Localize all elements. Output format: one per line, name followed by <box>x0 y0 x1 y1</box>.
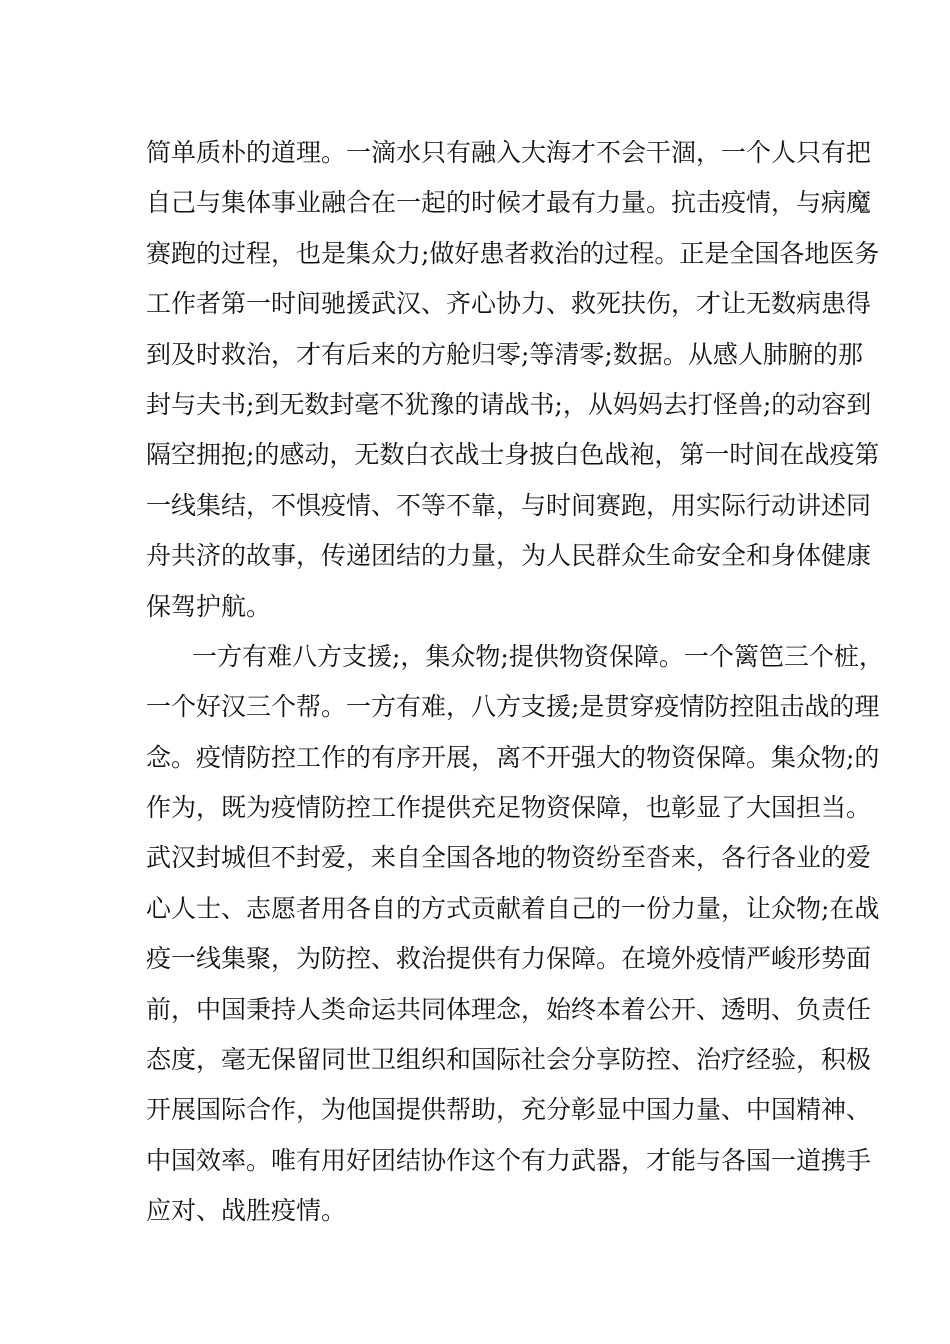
text-line: 到及时救治，才有后来的方舱归零;等清零;数据。从感人肺腑的那 <box>146 339 863 369</box>
text-line: 一个好汉三个帮。一方有难，八方支援;是贯穿疫情防控阻击战的理 <box>146 692 880 722</box>
text-line: 一线集结，不惧疫情、不等不靠，与时间赛跑，用实际行动讲述同 <box>146 490 872 520</box>
text-line: 工作者第一时间驰援武汉、齐心协力、救死扶伤，才让无数病患得 <box>146 289 872 319</box>
text-line: 武汉封城但不封爱，来自全国各地的物资纷至沓来，各行各业的爱 <box>146 843 872 873</box>
text-line: 态度，毫无保留同世卫组织和国际社会分享防控、治疗经验，积极 <box>146 1045 872 1075</box>
text-line: 前，中国秉持人类命运共同体理念，始终本着公开、透明、负责任 <box>146 994 872 1024</box>
text-line: 开展国际合作，为他国提供帮助，充分彰显中国力量、中国精神、 <box>146 1095 872 1125</box>
text-line: 作为，既为疫情防控工作提供充足物资保障，也彰显了大国担当。 <box>146 793 872 823</box>
text-line: 中国效率。唯有用好团结协作这个有力武器，才能与各国一道携手 <box>146 1145 872 1175</box>
text-line: 应对、战胜疫情。 <box>146 1196 347 1226</box>
text-line: 简单质朴的道理。一滴水只有融入大海才不会干涸，一个人只有把 <box>146 138 872 167</box>
document-body <box>146 128 884 1237</box>
text-line: 赛跑的过程，也是集众力;做好患者救治的过程。正是全国各地医务 <box>146 238 880 268</box>
text-line: 舟共济的故事，传递团结的力量，为人民群众生命安全和身体健康 <box>146 541 872 571</box>
text-line: 一方有难八方支援;，集众物;提供物资保障。一个篱笆三个桩， <box>192 641 884 671</box>
text-line: 封与夫书;到无数封毫不犹豫的请战书;，从妈妈去打怪兽;的动容到 <box>146 389 872 419</box>
paragraph <box>146 128 880 632</box>
text-line: 隔空拥抱;的感动，无数白衣战士身披白色战袍，第一时间在战疫第 <box>146 440 880 470</box>
text-line: 心人士、志愿者用各自的方式贡献着自己的一份力量，让众物;在战 <box>146 893 880 923</box>
text-line: 自己与集体事业融合在一起的时候才最有力量。抗击疫情，与病魔 <box>146 188 872 218</box>
text-line: 疫一线集聚，为防控、救治提供有力保障。在境外疫情严峻形势面 <box>146 944 872 974</box>
text-line: 念。疫情防控工作的有序开展，离不开强大的物资保障。集众物;的 <box>146 742 880 772</box>
text-line: 保驾护航。 <box>146 591 272 621</box>
paragraph <box>146 632 884 1237</box>
